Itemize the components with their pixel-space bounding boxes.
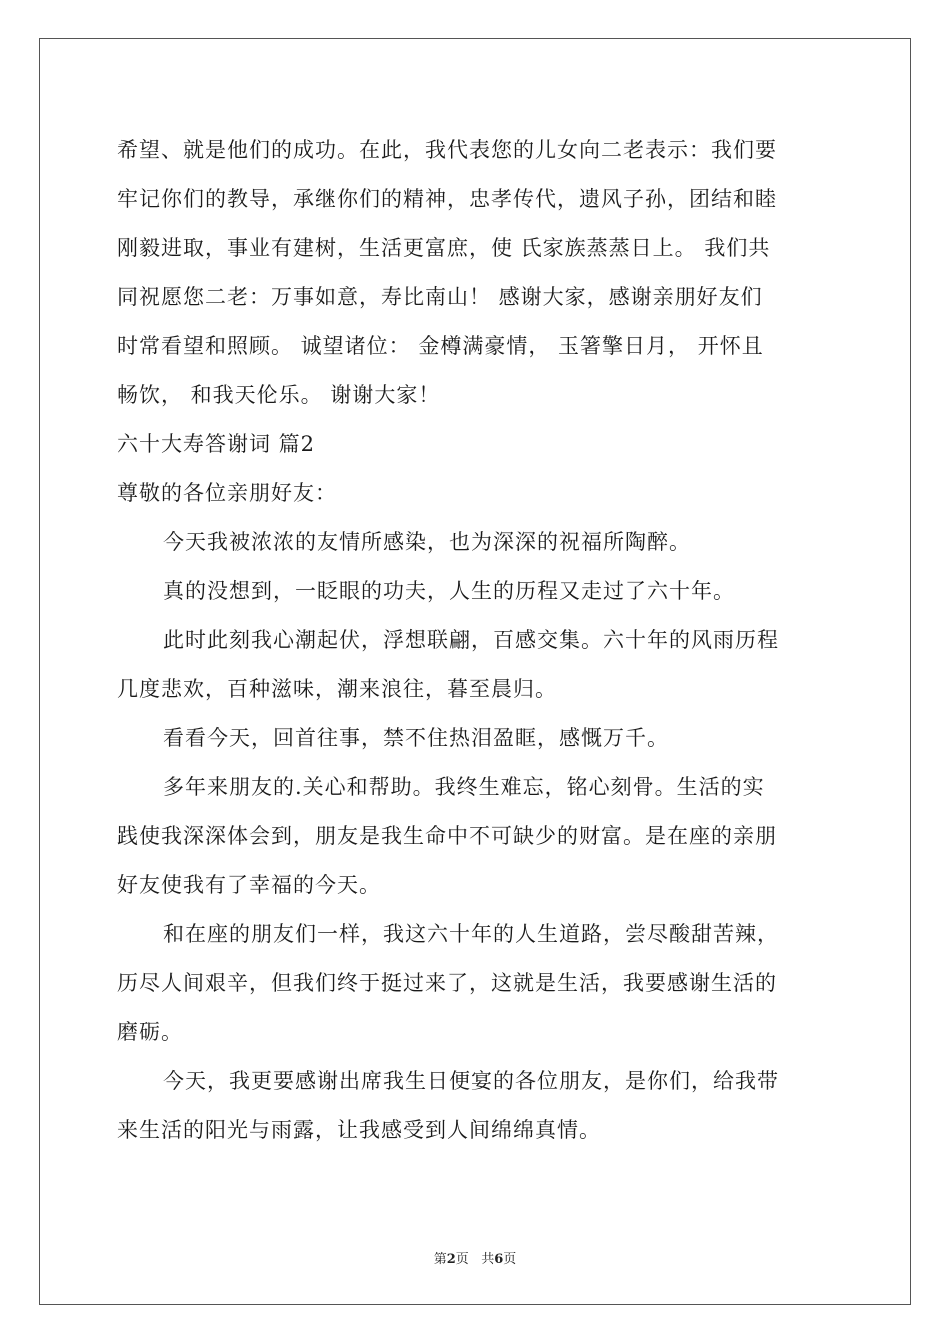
text-line: 牢记你们的教导，承继你们的精神，忠孝传代，遗风子孙，团结和睦: [117, 187, 777, 211]
text-line: 好友使我有了幸福的今天。: [117, 873, 381, 897]
page-suffix: 页: [455, 1252, 469, 1267]
total-prefix: 共: [481, 1252, 495, 1267]
text-line: 畅饮， 和我天伦乐。 谢谢大家！: [117, 383, 441, 407]
document-body: [117, 126, 833, 1155]
text-line: 磨砺。: [117, 1020, 183, 1044]
text-line: 今天，我更要感谢出席我生日便宴的各位朋友，是你们，给我带: [163, 1069, 779, 1093]
text-line: 历尽人间艰辛，但我们终于挺过来了，这就是生活，我要感谢生活的: [117, 971, 777, 995]
text-line: 此时此刻我心潮起伏，浮想联翩，百感交集。六十年的风雨历程: [163, 628, 779, 652]
text-line: 今天我被浓浓的友情所感染，也为深深的祝福所陶醉。: [163, 530, 691, 554]
section-title: 六十大寿答谢词 篇2: [117, 432, 316, 456]
paragraph: [117, 763, 833, 910]
paragraph: [117, 910, 833, 1057]
text-line: 几度悲欢，百种滋味，潮来浪往，暮至晨归。: [117, 677, 557, 701]
page-number: 2: [446, 1252, 456, 1267]
text-line: 践使我深深体会到，朋友是我生命中不可缺少的财富。是在座的亲朋: [117, 824, 777, 848]
paragraph: [117, 616, 833, 714]
text-line: 刚毅进取，事业有建树，生活更富庶，使 氏家族蒸蒸日上。 我们共: [117, 236, 771, 260]
text-line: 同祝愿您二老：万事如意，寿比南山！ 感谢大家，感谢亲朋好友们: [117, 285, 763, 309]
text-line: 真的没想到，一眨眼的功夫，人生的历程又走过了六十年。: [163, 579, 735, 603]
text-line: 来生活的阳光与雨露，让我感受到人间绵绵真情。: [117, 1118, 601, 1142]
paragraph: [117, 518, 833, 567]
paragraph: [117, 567, 833, 616]
text-line: 时常看望和照顾。 诚望诸位： 金樽满豪情， 玉箸擎日月， 开怀且: [117, 334, 764, 358]
salutation: 尊敬的各位亲朋好友：: [117, 481, 337, 505]
total-pages: 6: [494, 1252, 504, 1267]
text-line: 和在座的朋友们一样，我这六十年的人生道路，尝尽酸甜苦辣，: [163, 922, 779, 946]
paragraph: [117, 126, 833, 420]
text-line: 看看今天，回首往事，禁不住热泪盈眶，感慨万千。: [163, 726, 669, 750]
text-line: 希望、就是他们的成功。在此，我代表您的儿女向二老表示：我们要: [117, 138, 777, 162]
page-footer: [0, 1248, 950, 1267]
total-suffix: 页: [503, 1252, 517, 1267]
paragraph: [117, 1057, 833, 1155]
paragraph: [117, 714, 833, 763]
text-line: 多年来朋友的.关心和帮助。我终生难忘，铭心刻骨。生活的实: [163, 775, 765, 799]
page-prefix: 第: [433, 1252, 447, 1267]
